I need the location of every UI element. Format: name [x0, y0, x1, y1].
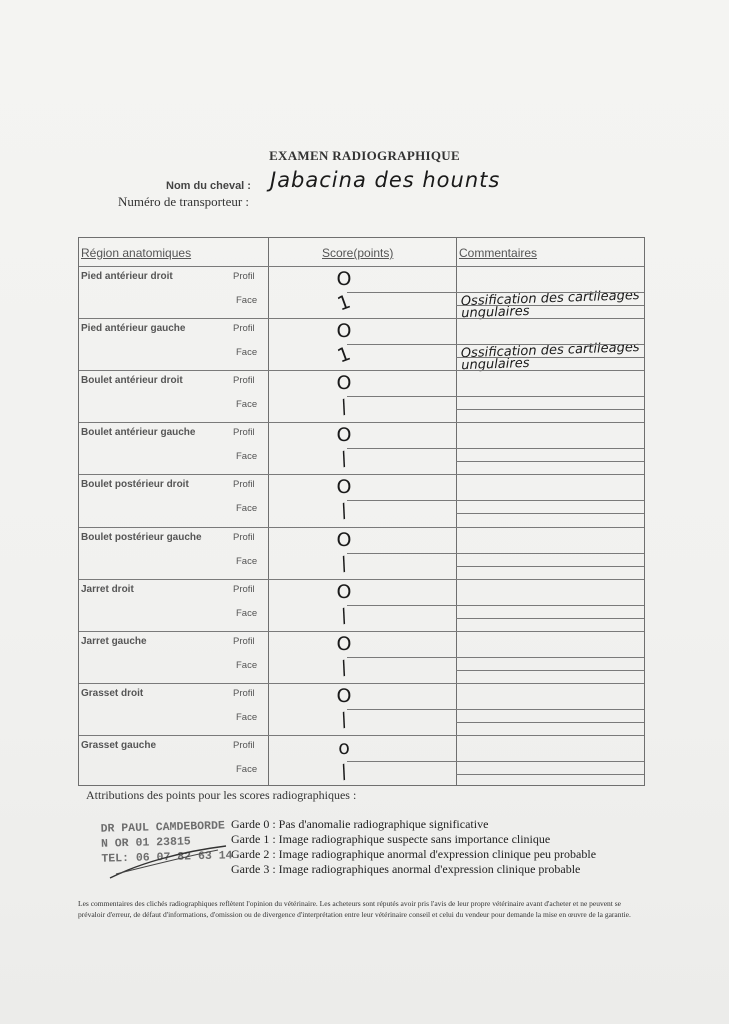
face-score: / [337, 552, 351, 575]
comment-rule [456, 566, 644, 567]
profil-score: O [336, 320, 352, 343]
face-score: 1 [334, 290, 354, 316]
profil-score: o [338, 736, 350, 759]
profil-label: Profil [233, 271, 255, 282]
face-comment: Ossification des cartileages ungulaires [460, 287, 640, 322]
row-mid-divider [347, 605, 644, 606]
face-label: Face [236, 555, 258, 567]
region-label: Boulet postérieur droit [81, 479, 189, 491]
grade-0: Garde 0 : Pas d'anomalie radiographique significative [231, 817, 489, 831]
grade-3: Garde 3 : Image radiographiques anormal d'expression clinique probable [231, 862, 581, 876]
profil-score: O [336, 684, 352, 707]
region-label: Jarret droit [81, 583, 134, 595]
row-divider [79, 527, 644, 528]
profil-label: Profil [233, 323, 255, 335]
row-divider [79, 631, 644, 632]
comment-rule [456, 305, 644, 306]
row-mid-divider [347, 657, 644, 658]
face-label: Face [236, 607, 258, 619]
region-label: Grasset droit [81, 687, 144, 699]
profil-label: Profil [233, 531, 255, 543]
face-score: / [337, 447, 351, 471]
horse-name-value: Jabacina des hounts [270, 168, 501, 192]
comment-rule [456, 513, 644, 514]
profil-label: Profil [233, 427, 255, 439]
column-divider [456, 238, 457, 785]
face-label: Face [236, 451, 258, 463]
row-mid-divider [347, 553, 644, 554]
region-label: Jarret gauche [81, 635, 147, 647]
profil-score: O [336, 424, 352, 447]
comment-rule [456, 774, 644, 775]
stamp-line: DR PAUL CAMDEBORDE [100, 819, 225, 836]
stamp-line: TEL: 06 07 82 63 14 [101, 849, 233, 866]
face-score: / [337, 604, 351, 628]
comment-rule [456, 670, 644, 671]
profil-label: Profil [233, 635, 255, 647]
face-score: 1 [334, 342, 354, 368]
column-divider [268, 238, 269, 785]
face-score: / [337, 760, 351, 784]
row-mid-divider [347, 448, 644, 449]
face-score: / [337, 708, 351, 732]
face-label: Face [236, 295, 258, 306]
row-divider [79, 579, 644, 580]
comment-rule [456, 357, 644, 358]
transponder-label: Numéro de transporteur : [118, 194, 250, 209]
region-label: Boulet postérieur gauche [81, 531, 202, 543]
profil-label: Profil [233, 375, 255, 387]
face-label: Face [236, 503, 258, 515]
grade-legend [231, 817, 596, 877]
grade-2: Garde 2 : Image radiographique anormal d'expression clinique peu probable [231, 847, 597, 861]
face-comment: Ossification des cartileages ungulaires [460, 340, 640, 374]
row-divider [79, 422, 644, 423]
profil-score: O [336, 372, 352, 395]
profil-score: O [336, 268, 352, 290]
profil-score: O [336, 580, 352, 603]
row-divider [79, 683, 644, 684]
row-divider [79, 474, 644, 475]
region-label: Boulet antérieur droit [81, 375, 183, 387]
face-score: / [337, 499, 351, 523]
profil-score: O [336, 528, 352, 551]
comment-rule [456, 618, 644, 619]
radiograph-score-table [78, 237, 645, 786]
form-title: EXAMEN RADIOGRAPHIQUE [269, 148, 460, 163]
region-label: Grasset gauche [81, 739, 157, 751]
face-label: Face [236, 763, 258, 775]
header-divider [79, 266, 644, 267]
comment-rule [456, 722, 644, 723]
profil-label: Profil [233, 739, 255, 751]
face-score: / [337, 656, 351, 680]
attribution-label: Attributions des points pour les scores radiographiques : [86, 788, 357, 802]
row-divider [79, 735, 644, 736]
row-mid-divider [347, 500, 644, 501]
profil-label: Profil [233, 479, 255, 491]
row-divider [79, 318, 644, 319]
profil-label: Profil [233, 583, 255, 595]
horse-name-label: Nom du cheval : [166, 180, 251, 192]
region-label: Pied antérieur gauche [81, 323, 186, 335]
comment-rule [456, 409, 644, 410]
face-score: / [337, 395, 351, 419]
signature-scribble [108, 844, 228, 880]
row-mid-divider [347, 396, 644, 397]
row-mid-divider [347, 344, 644, 345]
face-label: Face [236, 347, 258, 359]
region-label: Pied antérieur droit [81, 271, 173, 282]
grade-1: Garde 1 : Image radiographique suspecte sans importance clinique [231, 832, 551, 846]
face-label: Face [236, 711, 258, 723]
disclaimer-text: Les commentaires des clichés radiographiques reflètent l'opinion du vétérinaire. Les acheteurs sont réputés avoir pris l'avis de leur propre vétérinaire avant d'acheter et ne peuvent se prévaloir d'erreur, de défaut d'informations, d'omission ou de divergence d'interprétation entre leur vétérinaire conseil et celui du vendeur pour demande la mise en œuvre de la garantie. [78, 899, 631, 919]
profil-score: O [336, 476, 352, 499]
stamp-line: N OR 01 23815 [100, 835, 191, 851]
row-divider [79, 370, 644, 371]
profil-label: Profil [233, 687, 255, 699]
region-label: Boulet antérieur gauche [81, 427, 196, 439]
row-mid-divider [347, 709, 644, 710]
profil-score: O [336, 632, 352, 655]
header-score: Score(points) [322, 246, 394, 260]
face-label: Face [236, 659, 258, 671]
comment-rule [456, 461, 644, 462]
header-region: Région anatomiques [81, 246, 192, 260]
header-comments: Commentaires [459, 246, 538, 260]
face-label: Face [236, 399, 258, 411]
row-mid-divider [347, 761, 644, 762]
row-mid-divider [347, 292, 644, 293]
